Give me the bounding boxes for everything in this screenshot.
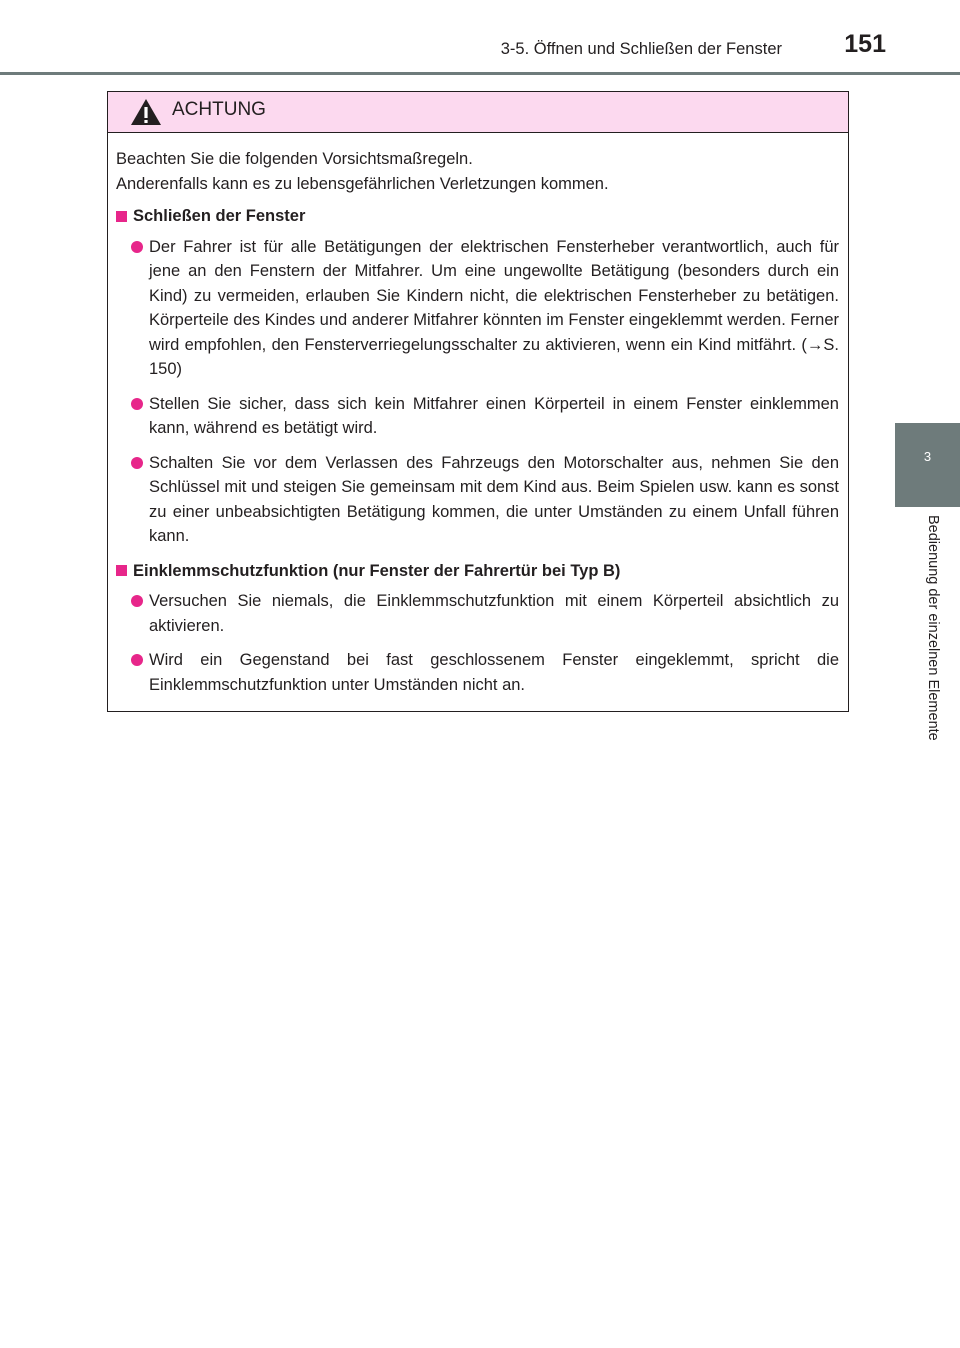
square-bullet-icon xyxy=(116,565,127,576)
section-heading-text: Einklemmschutzfunktion (nur Fenster der Fahrertür bei Typ B) xyxy=(133,561,621,580)
header-rule xyxy=(0,72,960,75)
bullet-item xyxy=(116,589,839,638)
bullet-text: Versuchen Sie niemals, die Einklemmschutzfunktion mit einem Körperteil absichtlich zu aktivieren. xyxy=(149,592,839,635)
warning-box xyxy=(107,91,849,712)
square-bullet-icon xyxy=(116,211,127,222)
dot-bullet-icon xyxy=(131,654,143,666)
bullet-item xyxy=(116,235,839,382)
section-heading xyxy=(116,204,839,229)
dot-bullet-icon xyxy=(131,398,143,410)
chapter-label-box xyxy=(895,509,960,803)
bullet-text: Stellen Sie sicher, dass sich kein Mitfahrer einen Körperteil in einem Fenster einklemmen kann, während es betätigt wird. xyxy=(149,394,839,437)
bullet-item xyxy=(116,392,839,441)
warning-body xyxy=(108,133,848,697)
dot-bullet-icon xyxy=(131,457,143,469)
bullet-text: Wird ein Gegenstand bei fast geschlossenem Fenster eingeklemmt, spricht die Einklemmschutzfunktion unter Umständen nicht an. xyxy=(149,651,839,694)
bullet-text: Schalten Sie vor dem Verlassen des Fahrzeugs den Motorschalter aus, nehmen Sie den Schlüssel mit und steigen Sie gemeinsam mit dem Kind aus. Beim Spielen usw. kann es sonst zu einer unbeabsichtigten Betätigung kommen, die unter Umständen zu einem Unfall führen kann. xyxy=(149,453,839,545)
header-section-title: 3-5. Öffnen und Schließen der Fenster xyxy=(500,40,782,58)
bullet-text: Der Fahrer ist für alle Betätigungen der elektrischen Fensterheber verantwortlich, auch für jene an den Fenstern der Mitfahrer. Um eine ungewollte Betätigung (besonders durch ein Kind) zu vermeiden, erlauben Sie Kindern nicht, die elektrischen Fensterheber zu betätigen. Körperteile des Kindes und anderer Mitfahrer könnten im Fenster eingeklemmt werden. Ferner wird empfohlen, den Fensterverriegelungsschalter zu aktivieren, wenn ein Kind mitfährt. (→S. 150) xyxy=(149,237,839,378)
dot-bullet-icon xyxy=(131,241,143,253)
bullet-item xyxy=(116,451,839,549)
section-heading-text: Schließen der Fenster xyxy=(133,207,306,225)
section-heading xyxy=(116,559,839,584)
warning-triangle-icon xyxy=(130,98,162,126)
intro-line: Beachten Sie die folgenden Vorsichtsmaßregeln. xyxy=(116,150,473,168)
warning-header xyxy=(108,92,848,133)
chapter-number: 3 xyxy=(923,449,932,464)
chapter-tab xyxy=(895,423,960,507)
warning-title: ACHTUNG xyxy=(172,99,266,120)
dot-bullet-icon xyxy=(131,595,143,607)
bullet-item xyxy=(116,648,839,697)
chapter-label: Bedienung der einzelnen Elemente xyxy=(925,515,941,741)
page-number: 151 xyxy=(844,30,886,58)
intro-line: Anderenfalls kann es zu lebensgefährlichen Verletzungen kommen. xyxy=(116,174,609,193)
